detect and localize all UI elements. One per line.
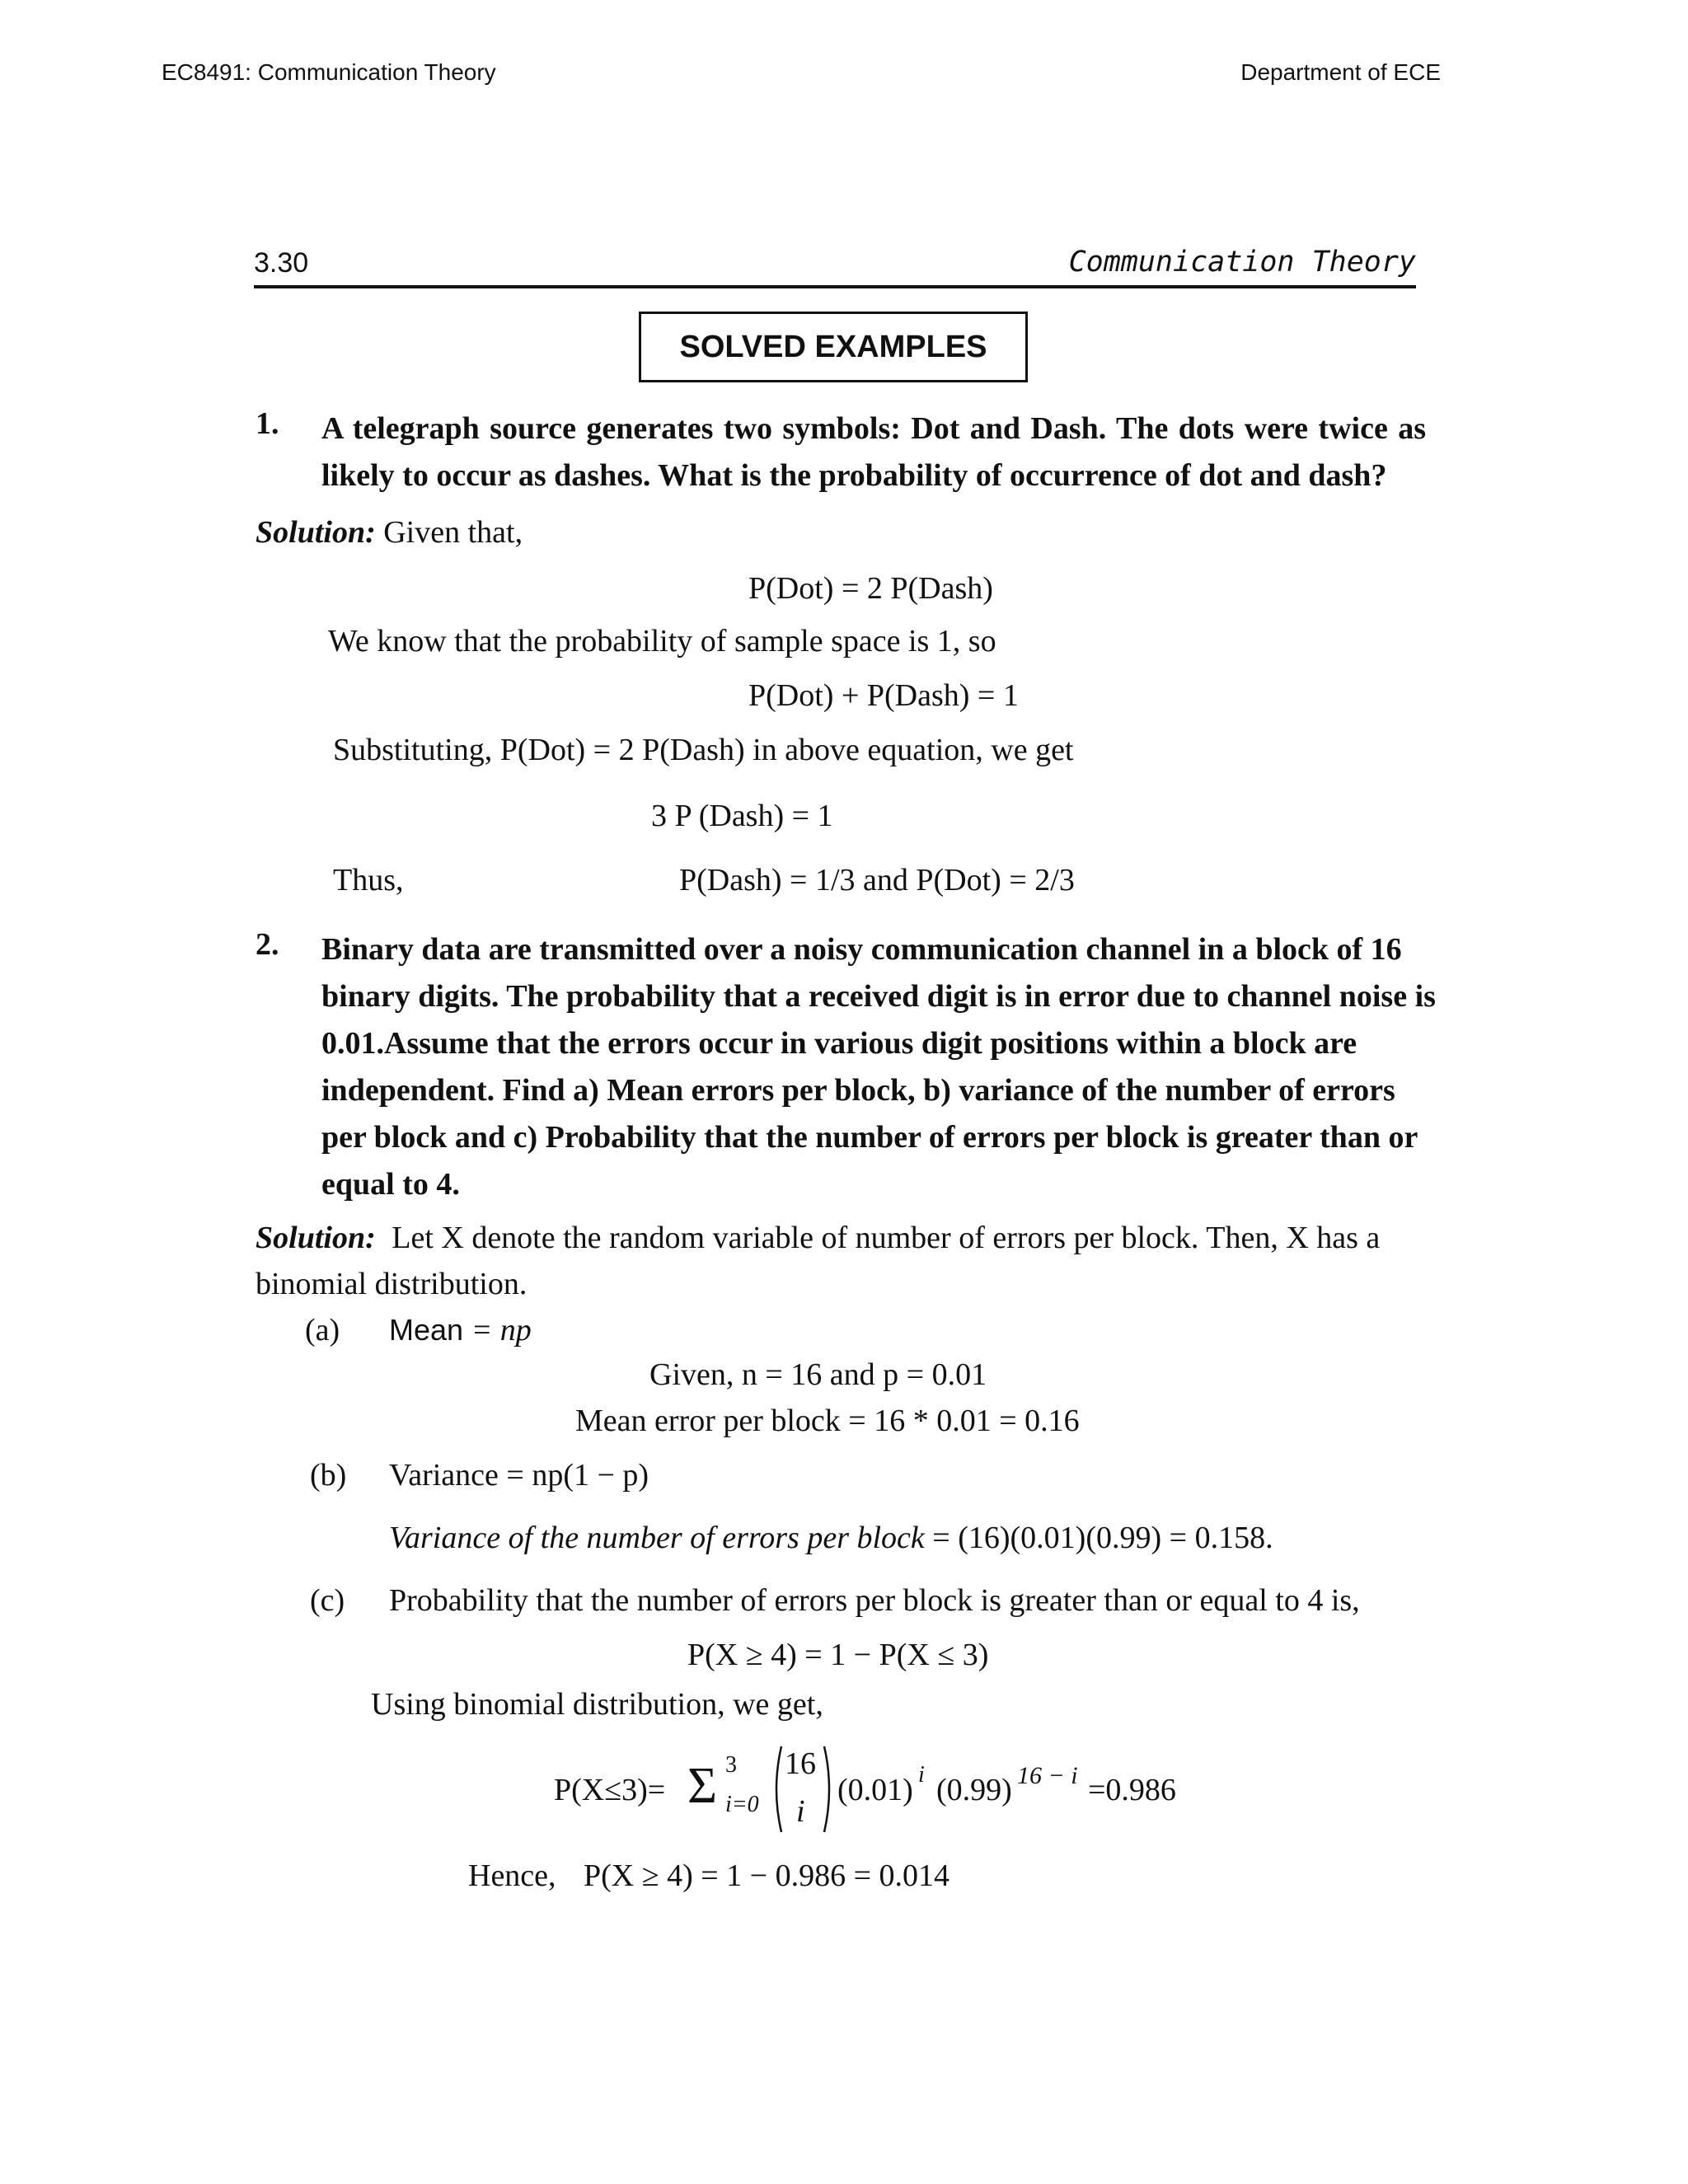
q2-solution-line2: binomial distribution.: [256, 1267, 528, 1301]
left-paren-icon: [770, 1744, 783, 1835]
sum-result: =0.986: [1088, 1773, 1176, 1807]
course-header: EC8491: Communication Theory: [162, 59, 496, 85]
q2-text-line: 0.01.Assume that the errors occur in various digit positions within a block are: [321, 1026, 1357, 1061]
sum-lower: i=0: [725, 1792, 759, 1817]
q2-number: 2.: [256, 927, 279, 962]
part-a-label: (a): [305, 1313, 340, 1347]
department-header: Department of ECE: [1240, 59, 1441, 85]
right-paren-icon: [823, 1744, 836, 1835]
solution-intro: Given that,: [383, 515, 523, 550]
q2-text-line: Binary data are transmitted over a noisy communication channel in a block of 16: [321, 932, 1402, 967]
q1-line2: We know that the probability of sample space is 1, so: [328, 624, 996, 658]
part-c-eq1: P(X ≥ 4) = 1 − P(X ≤ 3): [687, 1638, 989, 1672]
variance-value: = (16)(0.01)(0.99) = 0.158.: [924, 1521, 1273, 1555]
sum-exp1: i: [918, 1762, 925, 1788]
q2-text-line: binary digits. The probability that a received digit is in error due to channel noise is: [321, 979, 1436, 1014]
sum-lhs: P(X≤3)=: [554, 1773, 666, 1807]
hence-label: Hence,: [468, 1858, 556, 1893]
section-title: SOLVED EXAMPLES: [639, 312, 1028, 382]
binom-bottom: i: [796, 1794, 805, 1829]
q2-solution: [256, 1220, 1380, 1256]
q2-text-line: equal to 4.: [321, 1167, 460, 1202]
sum-upper: 3: [725, 1752, 737, 1778]
q2-text: [321, 926, 1436, 1208]
book-title: Communication Theory: [1068, 246, 1416, 279]
q2-text-line: independent. Find a) Mean errors per block, b) variance of the number of errors: [321, 1073, 1395, 1108]
binomial-sum-formula: [554, 1744, 1180, 1835]
sum-term2: (0.99): [936, 1773, 1012, 1807]
q1-eq3: 3 P (Dash) = 1: [651, 799, 833, 833]
part-c-label: (c): [310, 1583, 345, 1618]
header-rule: [254, 285, 1416, 288]
q1-thus-label: Thus,: [333, 863, 404, 898]
q1-line3: Substituting, P(Dot) = 2 P(Dash) in above equation, we get: [333, 733, 1074, 767]
page-number: 3.30: [254, 247, 309, 279]
part-b-result: [389, 1520, 1273, 1556]
q1-text: A telegraph source generates two symbols: Dot and Dash. The dots were twice as likely to occur as dashes. What is the probability of occurrence of dot and dash?: [321, 411, 1426, 493]
solution-label: Solution:: [256, 1221, 376, 1255]
q1-eq1: P(Dot) = 2 P(Dash): [748, 571, 993, 606]
q2-text-line: per block and c) Probability that the number of errors per block is greater than or: [321, 1120, 1418, 1155]
sum-exp2: 16 − i: [1017, 1762, 1078, 1789]
sum-term1: (0.01): [837, 1773, 913, 1807]
part-b-formula: Variance = np(1 − p): [389, 1458, 649, 1493]
q1-eq2: P(Dot) + P(Dash) = 1: [748, 678, 1019, 713]
solution-line1: Let X denote the random variable of number of errors per block. Then, X has a: [392, 1221, 1381, 1255]
part-a-given: Given, n = 16 and p = 0.01: [649, 1357, 987, 1392]
hence-equation: P(X ≥ 4) = 1 − 0.986 = 0.014: [584, 1858, 950, 1893]
q1-number: 1.: [256, 406, 279, 441]
mean-word: Mean: [389, 1313, 464, 1347]
part-a-result: Mean error per block = 16 * 0.01 = 0.16: [575, 1404, 1080, 1438]
sigma-icon: Σ: [687, 1758, 718, 1814]
variance-italic: Variance of the number of errors per block: [389, 1521, 925, 1555]
binom-top: 16: [785, 1746, 816, 1781]
part-a-formula: [389, 1312, 532, 1348]
part-c-text: Probability that the number of errors per block is greater than or equal to 4 is,: [389, 1583, 1360, 1618]
part-c-using: Using binomial distribution, we get,: [371, 1687, 823, 1722]
part-b-label: (b): [310, 1458, 347, 1493]
solution-label: Solution:: [256, 515, 376, 550]
mean-formula: = np: [471, 1313, 532, 1347]
q1-eq4: P(Dash) = 1/3 and P(Dot) = 2/3: [679, 863, 1075, 898]
q1-solution: [256, 514, 523, 551]
